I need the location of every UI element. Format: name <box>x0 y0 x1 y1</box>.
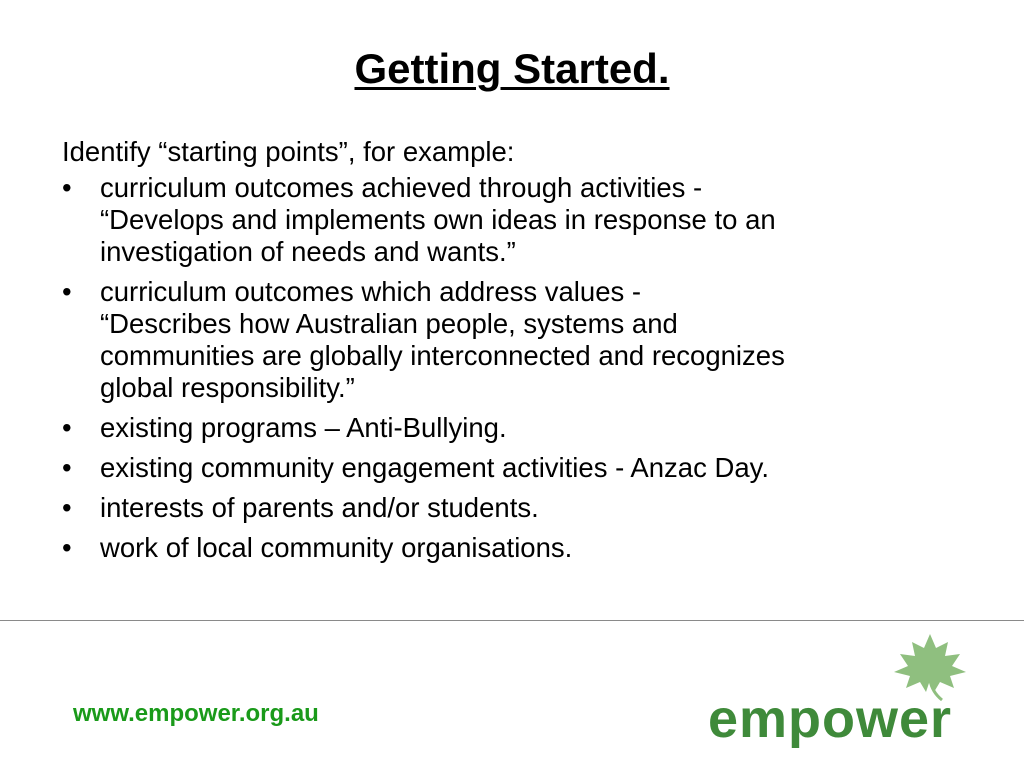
intro-text: Identify “starting points”, for example: <box>62 136 515 167</box>
bullet-text-line: investigation of needs and wants.” <box>100 236 516 267</box>
bullet-icon: • <box>62 412 72 443</box>
bullet-text-line: existing programs – Anti-Bullying. <box>100 412 507 443</box>
empower-logo <box>700 630 1000 760</box>
bullet-text-line: interests of parents and/or students. <box>100 492 539 523</box>
bullet-icon: • <box>62 532 72 563</box>
bullet-icon: • <box>62 492 72 523</box>
bullet-item-interests <box>62 492 967 524</box>
bullet-icon: • <box>62 172 72 203</box>
bullet-item-community-engagement <box>62 452 967 484</box>
bullet-icon: • <box>62 452 72 483</box>
website-link[interactable]: www.empower.org.au <box>73 700 319 727</box>
bullet-text-line: communities are globally interconnected and recognizes <box>100 340 785 371</box>
bullet-item-outcomes-values <box>62 276 967 404</box>
bullet-text-line: curriculum outcomes achieved through activities - <box>100 172 703 203</box>
bullet-icon: • <box>62 276 72 307</box>
bullet-item-local-organisations <box>62 532 967 564</box>
bullet-text-line: “Develops and implements own ideas in response to an <box>100 204 776 235</box>
slide-body <box>62 136 967 572</box>
bullet-item-outcomes-activities <box>62 172 967 268</box>
slide-title: Getting Started. <box>354 45 670 92</box>
bullet-text-line: “Describes how Australian people, systems and <box>100 308 678 339</box>
bullet-item-existing-programs <box>62 412 967 444</box>
bullet-text-line: work of local community organisations. <box>100 532 573 563</box>
bullet-list <box>62 172 967 564</box>
bullet-text-line: existing community engagement activities - Anzac Day. <box>100 452 769 483</box>
bullet-text-line: global responsibility.” <box>100 372 355 403</box>
footer-divider <box>0 620 1024 621</box>
bullet-text-line: curriculum outcomes which address values - <box>100 276 642 307</box>
logo-wordmark: empower <box>708 689 953 749</box>
